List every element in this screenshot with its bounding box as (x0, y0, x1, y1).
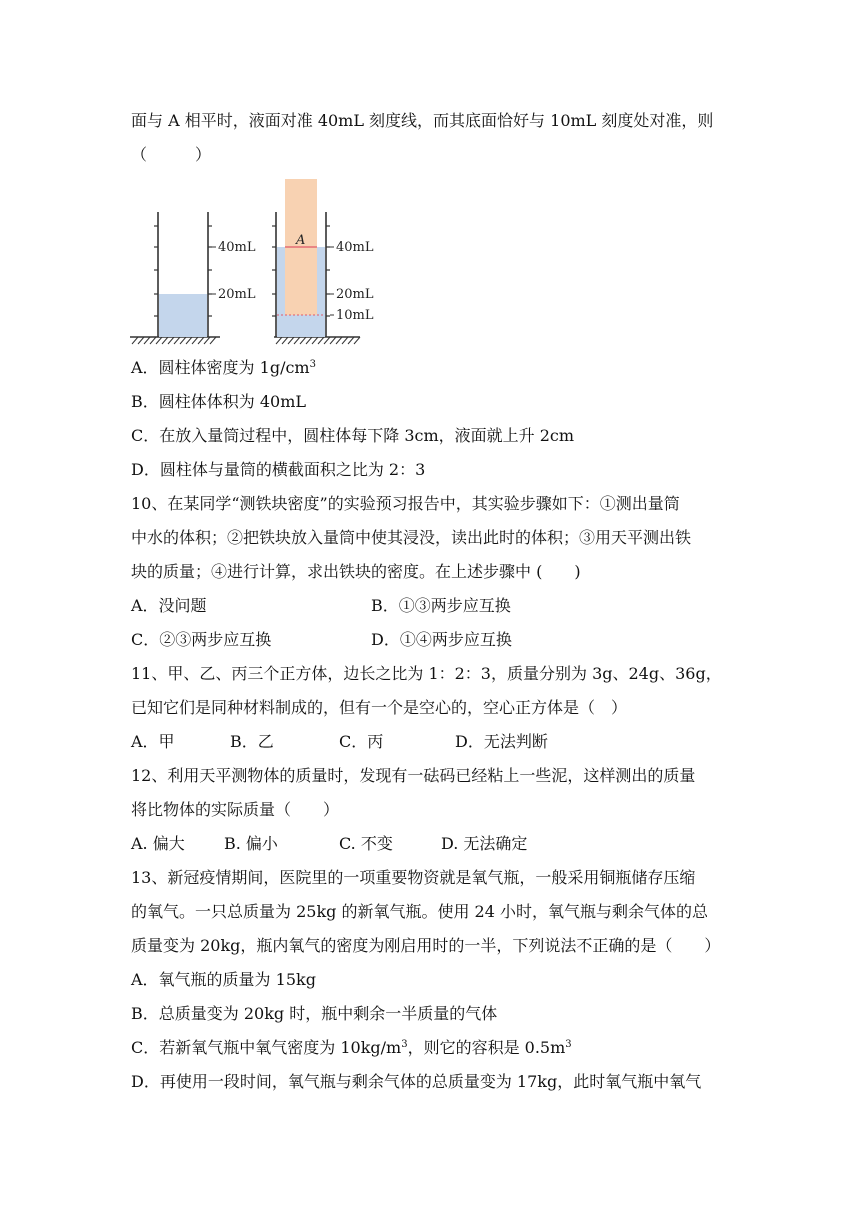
ground-right (274, 337, 360, 344)
q10-option-b: B．①③两步应互换 (371, 596, 511, 615)
q10-option-d: D．①④两步应互换 (371, 630, 512, 649)
q13-stem-line-2: 的氧气。一只总质量为 25kg 的新氧气瓶。使用 24 小时，氧气瓶与剩余气体的总 (131, 902, 709, 921)
q13-option-a: A．氧气瓶的质量为 15kg (131, 970, 316, 989)
q11-option-c: C．丙 (339, 732, 384, 751)
q13-option-b: B．总质量变为 20kg 时，瓶中剩余一半质量的气体 (131, 1004, 498, 1023)
graduated-cylinders-figure (128, 176, 374, 352)
q11-option-b: B．乙 (230, 732, 274, 751)
q10-option-a: A．没问题 (131, 596, 207, 615)
q11-option-a: A．甲 (131, 732, 175, 751)
q13-option-c: C．若新氧气瓶中氧气密度为 $10kg/m^3$，则它的容积是 $0.5m^3$ (131, 1038, 572, 1057)
q12-option-c: C. 不变 (339, 834, 393, 853)
left-label-40ml: 40mL (218, 240, 256, 255)
q9-option-d: D．圆柱体与量筒的横截面积之比为 2：3 (131, 460, 426, 479)
right-label-10ml: 10mL (336, 308, 374, 323)
q9-option-a: A．圆柱体密度为 $1g/cm^3$ (131, 358, 316, 377)
q12-stem-line-1: 12、利用天平测物体的质量时，发现有一砝码已经粘上一些泥，这样测出的质量 (131, 766, 696, 785)
right-cylinder (272, 179, 374, 337)
q9-answer-bracket: （ ） (131, 145, 212, 164)
q10-stem-line-1: 10、在某同学“测铁块密度”的实验预习报告中，其实验步骤如下：①测出量筒 (131, 494, 680, 513)
left-cylinder (154, 212, 256, 337)
q13-option-d: D．再使用一段时间，氧气瓶与剩余气体的总质量变为 17kg，此时氧气瓶中氧气 (131, 1072, 702, 1091)
q12-stem-line-2: 将比物体的实际质量（ ） (131, 800, 340, 819)
right-label-20ml: 20mL (336, 287, 374, 302)
q13-stem-line-1: 13、新冠疫情期间，医院里的一项重要物资就是氧气瓶，一般采用铜瓶储存压缩 (131, 868, 696, 887)
q9-stem-line-1: 面与 A 相平时，液面对准 40mL 刻度线，而其底面恰好与 10mL 刻度处对准，则 (131, 111, 714, 130)
object-a-label: A (296, 233, 306, 248)
left-label-20ml: 20mL (218, 287, 256, 302)
q11-stem-line-1: 11、甲、乙、丙三个正方体，边长之比为 1：2：3，质量分别为 3g、24g、36g， (131, 664, 722, 683)
q9-option-b: B．圆柱体体积为 40mL (131, 392, 307, 411)
q12-option-d: D. 无法确定 (441, 834, 528, 853)
q12-option-a: A. 偏大 (131, 834, 185, 853)
right-label-40ml: 40mL (336, 240, 374, 255)
ground-left (130, 337, 220, 344)
q10-stem-line-3: 块的质量；④进行计算，求出铁块的密度。在上述步骤中 ( ) (131, 562, 581, 581)
q10-option-c: C．②③两步应互换 (131, 630, 272, 649)
left-water (159, 294, 207, 337)
q11-option-d: D．无法判断 (455, 732, 548, 751)
q12-option-b: B. 偏小 (224, 834, 278, 853)
q10-stem-line-2: 中水的体积；②把铁块放入量筒中使其浸没，读出此时的体积；③用天平测出铁 (131, 528, 692, 547)
q13-stem-line-3: 质量变为 20kg，瓶内氧气的密度为刚启用时的一半，下列说法不正确的是（ ） (131, 936, 721, 955)
q11-stem-line-2: 已知它们是同种材料制成的，但有一个是空心的，空心正方体是（ ） (131, 698, 628, 717)
q9-option-c: C．在放入量筒过程中，圆柱体每下降 3cm，液面就上升 2cm (131, 426, 575, 445)
